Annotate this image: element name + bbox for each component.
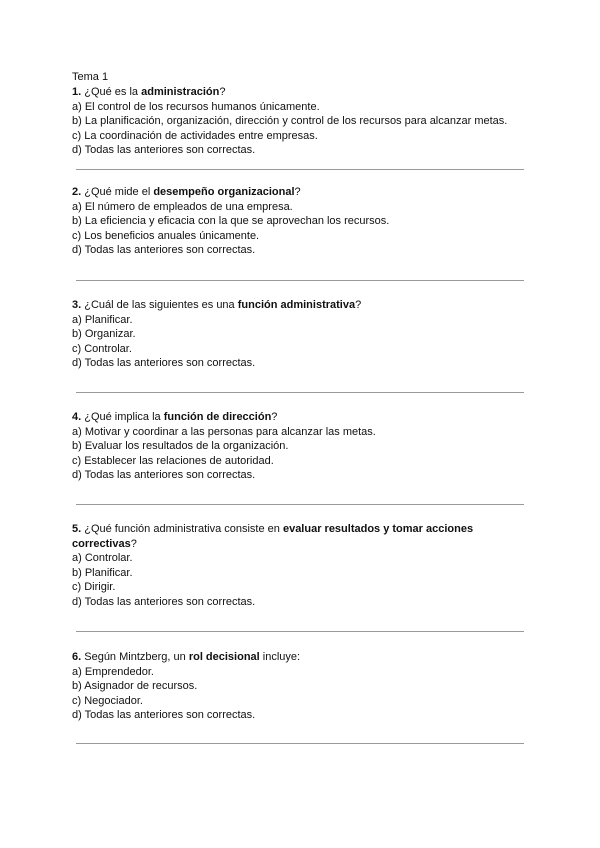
option-b: b) Planificar. xyxy=(72,566,133,579)
question-3 xyxy=(72,298,524,371)
question-text-end: ? xyxy=(355,299,362,311)
question-6 xyxy=(72,650,524,723)
option-d: d) Todas las anteriores son correctas. xyxy=(72,709,256,721)
question-number: 6. xyxy=(72,651,82,663)
question-text: ¿Cuál de las siguientes es una xyxy=(81,299,238,311)
question-4 xyxy=(72,410,524,483)
question-text-end: ? xyxy=(219,86,226,98)
document-title: Tema 1 xyxy=(72,71,109,83)
option-d: d) Todas las anteriores son correctas. xyxy=(72,469,256,481)
question-text: ¿Qué función administrativa consiste en xyxy=(81,523,283,535)
option-d: d) Todas las anteriores son correctas. xyxy=(72,144,256,156)
question-text: ¿Qué mide el xyxy=(81,186,154,198)
question-keyword: administración xyxy=(141,86,220,98)
question-stem xyxy=(72,85,524,100)
option-b: b) La eficiencia y eficacia con la que se aprovechan los recursos. xyxy=(72,215,390,227)
question-number: 1. xyxy=(72,86,82,98)
option-c: c) Negociador. xyxy=(72,694,143,707)
question-keyword: rol decisional xyxy=(188,651,260,663)
option-b: b) Organizar. xyxy=(72,328,136,340)
question-stem xyxy=(72,298,524,313)
question-1 xyxy=(72,85,524,158)
question-5 xyxy=(72,522,524,609)
answer-divider xyxy=(76,169,524,170)
question-keyword: función administrativa xyxy=(237,299,356,311)
question-text: Según Mintzberg, un xyxy=(81,651,189,663)
question-text: ¿Qué implica la xyxy=(81,411,164,423)
option-b: b) Evaluar los resultados de la organización. xyxy=(72,440,289,452)
question-keyword: función de dirección xyxy=(163,411,272,423)
question-stem xyxy=(72,650,524,665)
question-text-end: ? xyxy=(130,537,137,550)
question-number: 3. xyxy=(72,299,82,311)
option-a: a) Planificar. xyxy=(72,313,133,326)
question-number: 5. xyxy=(72,523,82,535)
option-a: a) Motivar y coordinar a las personas para alcanzar las metas. xyxy=(72,425,376,438)
option-a: a) El número de empleados de una empresa. xyxy=(72,200,293,213)
answer-divider xyxy=(76,504,524,505)
question-keyword: desempeño organizacional xyxy=(153,186,295,198)
question-stem xyxy=(72,185,524,200)
answer-divider xyxy=(76,280,524,281)
answer-divider xyxy=(76,392,524,393)
option-b: b) La planificación, organización, dirección y control de los recursos para alcanzar metas. xyxy=(72,115,508,127)
question-stem xyxy=(72,522,524,551)
question-text: ¿Qué es la xyxy=(81,86,142,98)
option-c: c) Controlar. xyxy=(72,342,132,355)
option-d: d) Todas las anteriores son correctas. xyxy=(72,357,256,369)
option-d: d) Todas las anteriores son correctas. xyxy=(72,595,256,608)
answer-divider xyxy=(76,631,524,632)
document-page xyxy=(72,70,524,721)
option-c: c) Establecer las relaciones de autoridad. xyxy=(72,454,274,467)
option-a: a) El control de los recursos humanos únicamente. xyxy=(72,100,320,113)
question-2 xyxy=(72,185,524,258)
option-a: a) Emprendedor. xyxy=(72,665,154,678)
option-c: c) Dirigir. xyxy=(72,581,116,593)
question-number: 2. xyxy=(72,186,82,198)
question-text-end: ? xyxy=(294,186,301,198)
answer-divider xyxy=(76,743,524,744)
option-b: b) Asignador de recursos. xyxy=(72,680,198,692)
question-text-end: ? xyxy=(271,411,278,423)
option-a: a) Controlar. xyxy=(72,552,133,564)
question-text-end: incluye: xyxy=(259,651,301,663)
option-c: c) La coordinación de actividades entre empresas. xyxy=(72,129,318,142)
question-stem xyxy=(72,410,524,425)
option-d: d) Todas las anteriores son correctas. xyxy=(72,244,256,256)
question-keyword: evaluar resultados y tomar acciones correctivas xyxy=(72,523,474,550)
option-c: c) Los beneficios anuales únicamente. xyxy=(72,229,260,242)
question-number: 4. xyxy=(72,411,82,423)
